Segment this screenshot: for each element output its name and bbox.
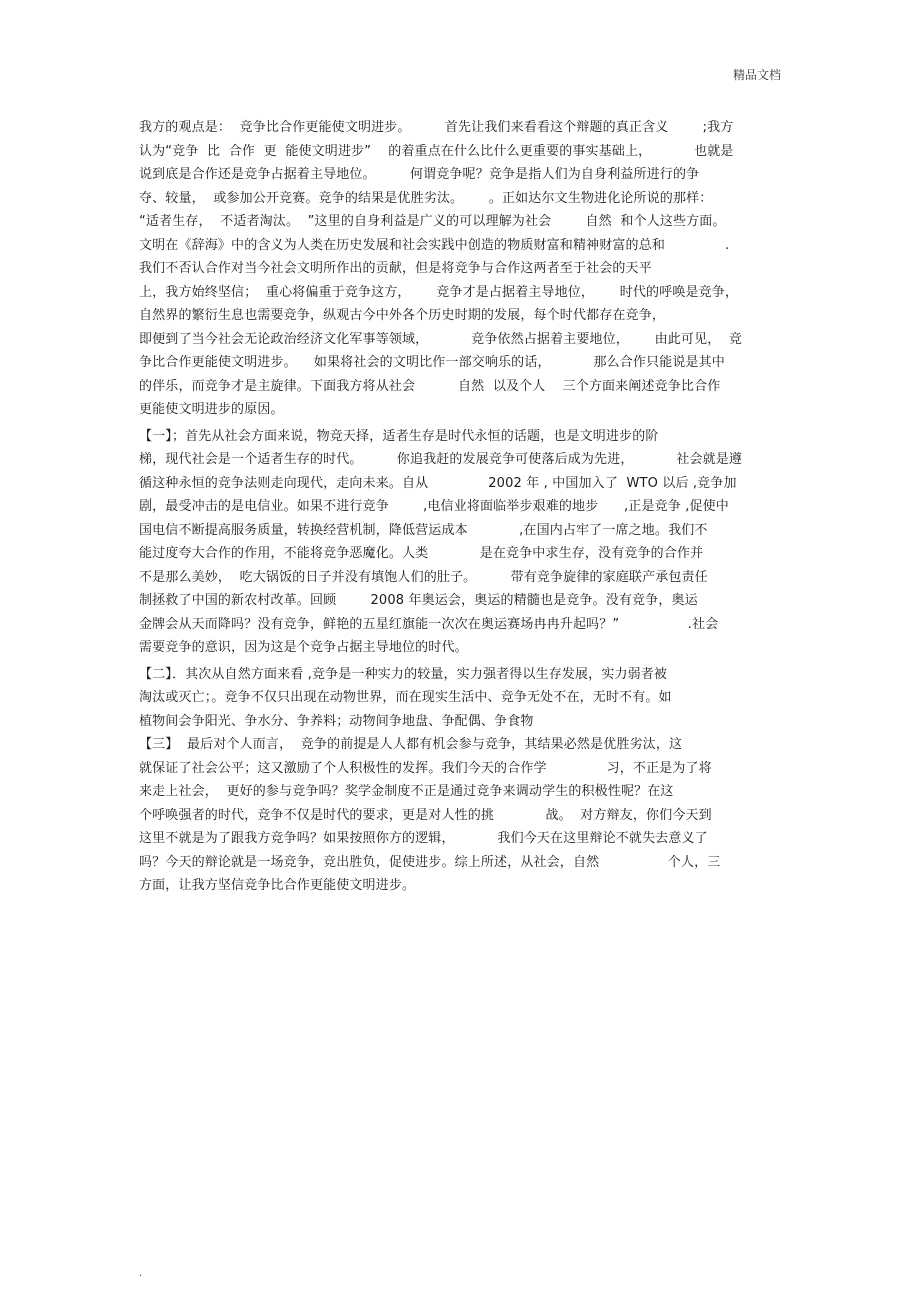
document-body	[139, 116, 781, 898]
text-line: 夺、较量， 或参加公开竞赛。竞争的结果是优胜劣汰。 。正如达尔文生物进化论所说的那样：	[139, 190, 713, 206]
text-line: 剧，最受冲击的是电信业。如果不进行竞争 ,电信业将面临举步艰难的地步 ,正是竞争 ,促使中	[139, 499, 729, 514]
text-line: 文明在《辞海》中的含义为人类在历史发展和社会实践中创造的物质财富和精神财富的总和 .	[139, 237, 730, 253]
text-line: 需要竞争的意识，因为这是个竞争占据主导地位的时代。	[139, 640, 468, 655]
text-line: 即便到了当今社会无论政治经济文化军事等领域， 竞争依然占据着主要地位， 由此可见， 竞	[139, 331, 743, 347]
text-line: 认为“竞争 比 合作 更 能使文明进步” 的着重点在什么比什么更重要的事实基础上， 也就是	[139, 143, 734, 159]
text-line: 方面，让我方坚信竞争比合作更能使文明进步。	[139, 878, 416, 893]
text-line: 的伴乐，而竞争才是主旋律。下面我方将从社会 自然 以及个人 三个方面来阐述竞争比合作	[139, 378, 721, 394]
paragraph-nature	[139, 663, 781, 734]
page-header-label: 精品文档	[732, 68, 781, 82]
text-line: 来走上社会， 更好的参与竞争吗？奖学金制度不正是通过竞争来调动学生的积极性呢？在这	[139, 784, 674, 799]
text-line: 自然界的繁衍生息也需要竞争，纵观古今中外各个历史时期的发展，每个时代都存在竞争，	[139, 308, 666, 323]
text-line: 【三】 最后对个人而言， 竞争的前提是人人都有机会参与竞争，其结果必然是优胜劣汰，这	[139, 737, 683, 752]
paragraph-society	[139, 425, 781, 660]
text-line: 更能使文明进步的原因。	[139, 402, 284, 417]
text-line: 能过度夸大合作的作用，不能将竞争恶魔化。人类 是在竞争中求生存，没有竞争的合作并	[139, 546, 704, 561]
text-line: 说到底是合作还是竞争占据着主导地位。 何谓竞争呢？竞争是指人们为自身利益所进行的争	[139, 167, 700, 182]
text-line: 植物间会争阳光、争水分、争养料；动物间争地盘、争配偶、争食物	[139, 713, 534, 729]
text-line: 上，我方始终坚信； 重心将偏重于竞争这方， 竞争才是占据着主导地位， 时代的呼唤是竞争，	[139, 284, 739, 300]
text-line: “适者生存， 不适者淘汰。 ”这里的自身利益是广义的可以理解为社会 自然 和个人这些方面。	[139, 214, 726, 229]
text-line: 淘汰或灭亡；。竞争不仅只出现在动物世界，而在现实生活中、竞争无处不在，无时不有。如	[139, 690, 672, 705]
text-line: 这里不就是为了跟我方竞争吗？如果按照你方的逻辑， 我们今天在这里辩论不就失去意义了	[139, 831, 708, 846]
text-line: 个呼唤强者的时代，竞争不仅是时代的要求，更是对人性的挑 战。 对方辩友，你们今天到	[139, 807, 712, 823]
footer-mark: .	[139, 1268, 143, 1279]
text-line: 梯，现代社会是一个适者生存的时代。 你追我赶的发展竞争可使落后成为先进， 社会就是遵	[139, 452, 743, 467]
text-line: 循这种永恒的竞争法则走向现代，走向未来。自从 2002 年 , 中国加入了 WTO 以后 ,竞争加	[139, 475, 737, 491]
text-line: 金牌会从天而降吗？没有竞争，鲜艳的五星红旗能一次次在奥运赛场冉冉升起吗？” .社会	[139, 616, 719, 632]
text-line: 不是那么美妙， 吃大锅饭的日子并没有填饱人们的肚子。 带有竞争旋律的家庭联产承包责任	[139, 569, 708, 585]
text-line: 争比合作更能使文明进步。 如果将社会的文明比作一部交响乐的话， 那么合作只能说是其中	[139, 355, 725, 370]
text-line: 【二】．其次从自然方面来看 ,竞争是一种实力的较量，实力强者得以生存发展，实力弱者被	[139, 666, 668, 682]
paragraph-individual	[139, 733, 781, 898]
text-line: 就保证了社会公平；这又激励了个人积极性的发挥。我们今天的合作学 习，不正是为了将	[139, 760, 712, 776]
text-line: 吗？今天的辩论就是一场竞争，竞出胜负，促使进步。综上所述，从社会，自然 个人，三	[139, 854, 721, 870]
text-line: 我方的观点是： 竞争比合作更能使文明进步。 首先让我们来看看这个辩题的真正含义 ;我方	[139, 120, 734, 135]
text-line: 我们不否认合作对当今社会文明所作出的贡献，但是将竞争与合作这两者至于社会的天平	[139, 261, 652, 276]
paragraph-intro	[139, 116, 781, 422]
text-line: 制拯救了中国的新农村改革。回顾 2008 年奥运会，奥运的精髓也是竞争。没有竞争，奥运	[139, 593, 698, 608]
text-line: 【一】；首先从社会方面来说，物竞天择，适者生存是时代永恒的话题，也是文明进步的阶	[139, 428, 659, 444]
text-line: 国电信不断提高服务质量，转换经营机制，降低营运成本 ,在国内占牢了一席之地。我们不	[139, 522, 708, 538]
